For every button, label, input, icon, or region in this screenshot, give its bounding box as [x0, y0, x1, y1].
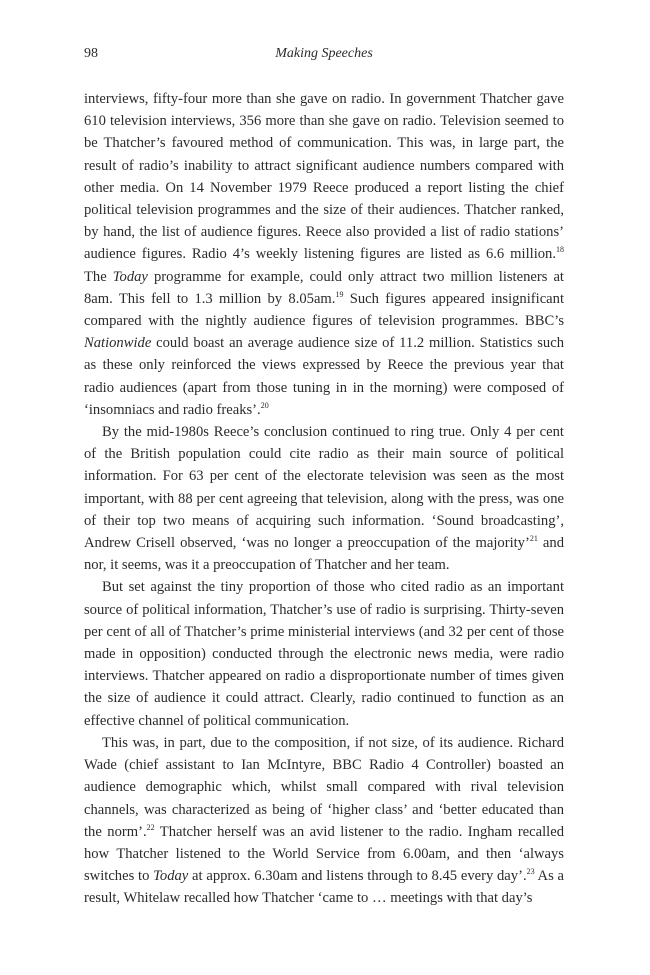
text-run: The — [84, 268, 113, 285]
text-run: and nor, it seems, was it a preoccupation of Thatcher and her team. — [84, 535, 564, 574]
italic-title: Today — [153, 868, 189, 885]
paragraph-2 — [84, 421, 564, 576]
running-title: Making Speeches — [275, 46, 373, 61]
text-run: at approx. 6.30am and listens through to 8.45 every day’. — [188, 868, 527, 885]
text-run: This was, in part, due to the composition, if not size, of its audience. Richard Wade (chief assistant to Ian McIntyre, BBC Radio 4 Controller) boasted an audience demographic which, whilst small compared with rival television channels, was characterized as being of ‘higher class’ and ‘better educated than the norm’. — [84, 734, 564, 840]
footnote-ref: 19 — [335, 289, 344, 299]
paragraph-1 — [84, 88, 564, 421]
footnote-ref: 20 — [260, 400, 269, 410]
text-run: But set against the tiny proportion of those who cited radio as an important source of political information, Thatcher’s use of radio is surprising. Thirty-seven per cent of all of Thatcher’s prime ministerial interviews (and 32 per cent of those made in opposition) conducted through the electronic news media, were radio interviews. Thatcher appeared on radio a disproportionate number of times given the size of audience it could attract. Clearly, radio continued to function as an effective channel of political communication. — [84, 579, 564, 729]
page-number: 98 — [84, 46, 98, 61]
footnote-ref: 22 — [146, 822, 155, 832]
text-run: interviews, fifty-four more than she gave on radio. In government Thatcher gave 610 television interviews, 356 more than she gave on radio. Television seemed to be Thatcher’s favoured method of communication. This was, in large part, the result of radio’s inability to attract significant audience numbers compared with other media. On 14 November 1979 Reece produced a report listing the chief political television programmes and the size of their audiences. Thatcher ranked, by hand, the list of audience figures. Reece also provided a list of radio stations’ audience figures. Radio 4’s weekly listening figures are listed as 6.6 million. — [84, 91, 564, 263]
text-run: Such figures appeared insignificant compared with the nightly audience figures of television programmes. BBC’s — [84, 290, 565, 330]
italic-title: Nationwide — [84, 335, 152, 352]
footnote-ref: 23 — [526, 867, 535, 877]
text-run: could boast an average audience size of 11.2 million. Statistics such as these only reinforced the views expressed by Reece the previous year that radio audiences (apart from those tuning in in the morning) were composed of ‘insomniacs and radio freaks’. — [84, 335, 564, 418]
text-run: As a result, Whitelaw recalled how Thatcher ‘came to … meetings with that day’s — [84, 868, 564, 907]
text-run: Thatcher herself was an avid listener to the radio. Ingham recalled how Thatcher listened to the World Service from 6.00am, and then ‘always switches to — [84, 823, 564, 885]
text-run: programme for example, could only attract two million listeners at 8am. This fell to 1.3 million by 8.05am. — [84, 268, 564, 307]
paragraph-4 — [84, 732, 564, 910]
body-text — [84, 88, 564, 910]
text-run: By the mid-1980s Reece’s conclusion continued to ring true. Only 4 per cent of the British population could cite radio as their main source of political information. For 63 per cent of the electorate television was seen as the most important, with 88 per cent agreeing that television, along with the press, was one of their top two means of acquiring such information. ‘Sound broadcasting’, Andrew Crisell observed, ‘was no longer a preoccupation of the majority’ — [84, 424, 564, 552]
footnote-ref: 18 — [556, 245, 564, 255]
italic-title: Today — [112, 268, 148, 285]
paragraph-3 — [84, 576, 564, 731]
footnote-ref: 21 — [529, 534, 538, 544]
running-head — [84, 46, 564, 66]
